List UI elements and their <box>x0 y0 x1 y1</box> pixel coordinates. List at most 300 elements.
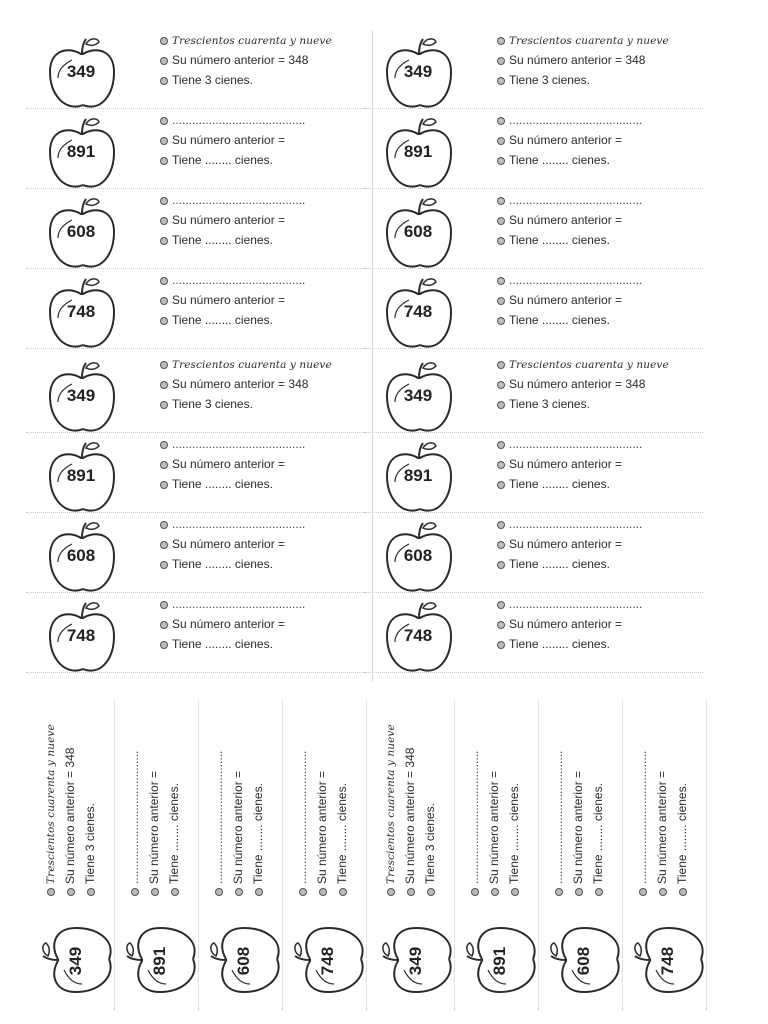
hundreds-count <box>248 690 268 896</box>
apple-icon <box>124 912 200 996</box>
ruled-line <box>363 592 703 593</box>
bullet-icon <box>497 297 505 305</box>
line-text: ........................................ <box>211 750 225 884</box>
previous-number <box>484 690 504 896</box>
apple-icon <box>383 276 467 352</box>
previous-number <box>568 690 588 896</box>
number-in-words <box>497 30 703 50</box>
previous-number <box>160 374 366 394</box>
previous-number <box>497 290 703 310</box>
exercise-lines <box>464 690 524 896</box>
bullet-icon <box>497 277 505 285</box>
apple-icon <box>464 912 540 996</box>
previous-number <box>160 130 366 150</box>
line-text: Trescientos cuarenta y nueve <box>172 35 332 47</box>
line-text: Su número anterior = <box>509 133 623 147</box>
line-text: Su número anterior = 348 <box>63 747 77 884</box>
line-text: Su número anterior = <box>509 213 623 227</box>
apple-number: 891 <box>403 466 433 485</box>
number-in-words <box>497 110 703 130</box>
previous-number <box>312 690 332 896</box>
line-text: Su número anterior = 348 <box>403 747 417 884</box>
previous-number <box>652 690 672 896</box>
line-text: Tiene ........ cienes. <box>591 783 605 884</box>
line-text: Tiene ........ cienes. <box>509 153 610 167</box>
exercise-lines <box>160 354 366 414</box>
line-text: ........................................ <box>635 750 649 884</box>
bullet-icon <box>555 888 563 896</box>
exercise-block <box>373 190 703 270</box>
ruled-line <box>282 700 283 1010</box>
exercise-block <box>628 700 708 1000</box>
ruled-line <box>363 512 703 513</box>
exercise-block <box>36 434 366 514</box>
bullet-icon <box>427 888 435 896</box>
apple-number: 748 <box>66 302 96 321</box>
previous-number <box>497 534 703 554</box>
number-in-words <box>497 594 703 614</box>
exercise-lines <box>380 690 440 896</box>
exercise-block <box>120 700 200 1000</box>
bullet-icon <box>497 481 505 489</box>
bullet-icon <box>160 381 168 389</box>
apple-icon <box>383 360 467 436</box>
line-text: ........................................ <box>509 113 643 127</box>
number-in-words <box>548 690 568 896</box>
apple-icon <box>292 912 368 996</box>
apple-icon <box>548 912 624 996</box>
line-text: Tiene ........ cienes. <box>172 313 273 327</box>
line-text: Trescientos cuarenta y nueve <box>172 359 332 371</box>
apple-icon <box>383 36 467 112</box>
previous-number <box>160 614 366 634</box>
ruled-line <box>454 700 455 1010</box>
bullet-icon <box>160 621 168 629</box>
line-text: Su número anterior = <box>172 457 286 471</box>
number-in-words <box>497 434 703 454</box>
apple-icon <box>383 116 467 192</box>
line-text: Su número anterior = <box>487 770 501 884</box>
bullet-icon <box>160 197 168 205</box>
number-in-words <box>497 190 703 210</box>
bullet-icon <box>497 157 505 165</box>
line-text: Su número anterior = <box>509 457 623 471</box>
line-text: Tiene 3 cienes. <box>509 73 590 87</box>
number-in-words <box>160 514 366 534</box>
hundreds-count <box>160 310 366 330</box>
bullet-icon <box>160 297 168 305</box>
bullet-icon <box>497 361 505 369</box>
bullet-icon <box>511 888 519 896</box>
bullet-icon <box>497 197 505 205</box>
previous-number <box>497 454 703 474</box>
line-text: Tiene ........ cienes. <box>172 477 273 491</box>
bullet-icon <box>160 601 168 609</box>
number-in-words <box>497 270 703 290</box>
line-text: Su número anterior = <box>509 537 623 551</box>
line-text: Tiene 3 cienes. <box>172 397 253 411</box>
apple-icon <box>383 600 467 676</box>
exercise-block <box>36 354 366 434</box>
bullet-icon <box>497 441 505 449</box>
previous-number <box>400 690 420 896</box>
worksheet-grid <box>36 30 716 682</box>
bullet-icon <box>497 117 505 125</box>
exercise-block <box>544 700 624 1000</box>
line-text: Tiene ........ cienes. <box>507 783 521 884</box>
line-text: Su número anterior = <box>571 770 585 884</box>
line-text: ........................................ <box>509 437 643 451</box>
previous-number <box>497 130 703 150</box>
apple-number: 891 <box>150 946 169 976</box>
line-text: Su número anterior = <box>509 617 623 631</box>
previous-number <box>160 210 366 230</box>
apple-icon <box>46 36 130 112</box>
bullet-icon <box>160 217 168 225</box>
bullet-icon <box>215 888 223 896</box>
line-text: Su número anterior = 348 <box>509 377 646 391</box>
exercise-block <box>373 30 703 110</box>
line-text: Tiene ........ cienes. <box>509 557 610 571</box>
bullet-icon <box>387 888 395 896</box>
number-in-words <box>497 514 703 534</box>
line-text: Trescientos cuarenta y nueve <box>509 359 669 371</box>
bullet-icon <box>160 277 168 285</box>
bullet-icon <box>160 157 168 165</box>
hundreds-count <box>420 690 440 896</box>
bullet-icon <box>595 888 603 896</box>
ruled-line <box>26 672 366 673</box>
line-text: Tiene ........ cienes. <box>509 233 610 247</box>
bullet-icon <box>497 217 505 225</box>
bullet-icon <box>471 888 479 896</box>
ruled-line <box>706 700 707 1010</box>
line-text: ........................................ <box>509 597 643 611</box>
number-in-words <box>160 30 366 50</box>
number-in-words <box>160 434 366 454</box>
exercise-block <box>460 700 540 1000</box>
line-text: Tiene 3 cienes. <box>509 397 590 411</box>
line-text: ........................................ <box>509 193 643 207</box>
apple-number: 608 <box>403 222 433 241</box>
hundreds-count <box>160 634 366 654</box>
bullet-icon <box>575 888 583 896</box>
bullet-icon <box>160 77 168 85</box>
hundreds-count <box>497 474 703 494</box>
bullet-icon <box>319 888 327 896</box>
hundreds-count <box>160 150 366 170</box>
exercise-block <box>36 514 366 594</box>
exercise-lines <box>160 30 366 90</box>
bullet-icon <box>497 521 505 529</box>
number-in-words <box>632 690 652 896</box>
line-text: ........................................ <box>172 437 306 451</box>
bullet-icon <box>497 237 505 245</box>
apple-icon <box>46 520 130 596</box>
line-text: ........................................ <box>551 750 565 884</box>
hundreds-count <box>80 690 100 896</box>
apple-icon <box>46 360 130 436</box>
ruled-line <box>363 188 703 189</box>
number-in-words <box>40 690 60 896</box>
bullet-icon <box>639 888 647 896</box>
apple-number: 349 <box>66 946 85 976</box>
line-text: ........................................ <box>467 750 481 884</box>
line-text: Trescientos cuarenta y nueve <box>385 724 397 884</box>
exercise-block <box>36 110 366 190</box>
exercise-lines <box>40 690 100 896</box>
apple-number: 608 <box>403 546 433 565</box>
exercise-lines <box>497 110 703 170</box>
ruled-line <box>366 700 367 1010</box>
hundreds-count <box>672 690 692 896</box>
bullet-icon <box>131 888 139 896</box>
line-text: Su número anterior = <box>655 770 669 884</box>
exercise-block <box>373 354 703 434</box>
hundreds-count <box>164 690 184 896</box>
bullet-icon <box>160 37 168 45</box>
number-in-words <box>497 354 703 374</box>
bullet-icon <box>497 561 505 569</box>
number-in-words <box>160 110 366 130</box>
ruled-line <box>26 188 366 189</box>
hundreds-count <box>160 474 366 494</box>
bullet-icon <box>160 641 168 649</box>
bullet-icon <box>160 401 168 409</box>
apple-number: 748 <box>66 626 96 645</box>
number-in-words <box>160 594 366 614</box>
line-text: Tiene 3 cienes. <box>172 73 253 87</box>
exercise-lines <box>208 690 268 896</box>
previous-number <box>60 690 80 896</box>
apple-number: 891 <box>66 466 96 485</box>
hundreds-count <box>588 690 608 896</box>
line-text: ........................................ <box>509 273 643 287</box>
exercise-lines <box>497 270 703 330</box>
exercise-block <box>204 700 284 1000</box>
line-text: Tiene ........ cienes. <box>509 313 610 327</box>
bullet-icon <box>171 888 179 896</box>
hundreds-count <box>160 394 366 414</box>
apple-number: 891 <box>490 946 509 976</box>
exercise-lines <box>497 514 703 574</box>
line-text: Su número anterior = 348 <box>509 53 646 67</box>
bullet-icon <box>255 888 263 896</box>
exercise-block <box>36 700 116 1000</box>
line-text: Tiene ........ cienes. <box>172 637 273 651</box>
exercise-lines <box>160 270 366 330</box>
exercise-block <box>373 110 703 190</box>
bullet-icon <box>160 117 168 125</box>
apple-icon <box>632 912 708 996</box>
bullet-icon <box>659 888 667 896</box>
apple-icon <box>40 912 116 996</box>
line-text: Su número anterior = <box>172 133 286 147</box>
bullet-icon <box>497 541 505 549</box>
number-in-words <box>160 354 366 374</box>
bullet-icon <box>160 137 168 145</box>
bullet-icon <box>160 57 168 65</box>
number-in-words <box>292 690 312 896</box>
ruled-line <box>363 348 703 349</box>
apple-icon <box>208 912 284 996</box>
exercise-lines <box>632 690 692 896</box>
bullet-icon <box>497 77 505 85</box>
bullet-icon <box>491 888 499 896</box>
bullet-icon <box>160 521 168 529</box>
exercise-block <box>36 190 366 270</box>
exercise-block <box>373 594 703 674</box>
apple-icon <box>46 276 130 352</box>
hundreds-count <box>497 150 703 170</box>
ruled-line <box>26 512 366 513</box>
ruled-line <box>26 348 366 349</box>
apple-icon <box>46 600 130 676</box>
line-text: ........................................ <box>127 750 141 884</box>
apple-number: 349 <box>406 946 425 976</box>
apple-number: 748 <box>658 946 677 976</box>
apple-icon <box>383 196 467 272</box>
bullet-icon <box>299 888 307 896</box>
bullet-icon <box>160 461 168 469</box>
bullet-icon <box>160 441 168 449</box>
bullet-icon <box>497 37 505 45</box>
apple-number: 891 <box>66 142 96 161</box>
bullet-icon <box>160 561 168 569</box>
exercise-block <box>36 594 366 674</box>
line-text: Tiene ........ cienes. <box>172 557 273 571</box>
apple-icon <box>380 912 456 996</box>
hundreds-count <box>160 230 366 250</box>
number-in-words <box>160 190 366 210</box>
hundreds-count <box>497 554 703 574</box>
bullet-icon <box>160 481 168 489</box>
exercise-block <box>36 270 366 350</box>
ruled-line <box>538 700 539 1010</box>
apple-number: 748 <box>318 946 337 976</box>
exercise-block <box>373 434 703 514</box>
exercise-lines <box>548 690 608 896</box>
ruled-line <box>26 432 366 433</box>
line-text: Su número anterior = <box>509 293 623 307</box>
previous-number <box>228 690 248 896</box>
exercise-lines <box>497 434 703 494</box>
previous-number <box>160 290 366 310</box>
hundreds-count <box>497 310 703 330</box>
ruled-line <box>114 700 115 1010</box>
number-in-words <box>380 690 400 896</box>
apple-number: 608 <box>66 222 96 241</box>
hundreds-count <box>497 394 703 414</box>
bullet-icon <box>339 888 347 896</box>
line-text: Su número anterior = 348 <box>172 377 309 391</box>
exercise-lines <box>292 690 352 896</box>
bullet-icon <box>497 601 505 609</box>
bullet-icon <box>67 888 75 896</box>
apple-icon <box>46 196 130 272</box>
ruled-line <box>622 700 623 1010</box>
bullet-icon <box>679 888 687 896</box>
line-text: ........................................ <box>295 750 309 884</box>
bullet-icon <box>497 381 505 389</box>
line-text: Su número anterior = <box>172 293 286 307</box>
bullet-icon <box>160 237 168 245</box>
exercise-lines <box>497 30 703 90</box>
exercise-lines <box>124 690 184 896</box>
bullet-icon <box>407 888 415 896</box>
exercise-block <box>373 270 703 350</box>
line-text: Tiene ........ cienes. <box>172 153 273 167</box>
line-text: Trescientos cuarenta y nueve <box>45 724 57 884</box>
line-text: Su número anterior = <box>147 770 161 884</box>
exercise-lines <box>160 190 366 250</box>
apple-number: 748 <box>403 302 433 321</box>
line-text: Su número anterior = <box>231 770 245 884</box>
line-text: Tiene 3 cienes. <box>83 803 97 884</box>
hundreds-count <box>160 70 366 90</box>
line-text: ........................................ <box>172 517 306 531</box>
previous-number <box>144 690 164 896</box>
apple-icon <box>383 440 467 516</box>
line-text: Tiene ........ cienes. <box>509 637 610 651</box>
bullet-icon <box>497 401 505 409</box>
bullet-icon <box>160 361 168 369</box>
line-text: Tiene ........ cienes. <box>172 233 273 247</box>
number-in-words <box>160 270 366 290</box>
exercise-lines <box>160 110 366 170</box>
line-text: Tiene ........ cienes. <box>167 783 181 884</box>
ruled-line <box>363 108 703 109</box>
apple-icon <box>46 116 130 192</box>
apple-number: 608 <box>574 946 593 976</box>
bullet-icon <box>235 888 243 896</box>
line-text: Tiene ........ cienes. <box>509 477 610 491</box>
hundreds-count <box>497 634 703 654</box>
bullet-icon <box>497 317 505 325</box>
bullet-icon <box>87 888 95 896</box>
exercise-lines <box>160 594 366 654</box>
apple-number: 349 <box>403 62 433 81</box>
previous-number <box>497 210 703 230</box>
bullet-icon <box>160 317 168 325</box>
line-text: Trescientos cuarenta y nueve <box>509 35 669 47</box>
hundreds-count <box>160 554 366 574</box>
line-text: ........................................ <box>172 193 306 207</box>
exercise-block <box>36 30 366 110</box>
exercise-block <box>376 700 456 1000</box>
apple-number: 349 <box>66 62 96 81</box>
bullet-icon <box>151 888 159 896</box>
hundreds-count <box>497 230 703 250</box>
exercise-lines <box>160 434 366 494</box>
previous-number <box>160 50 366 70</box>
bullet-icon <box>160 541 168 549</box>
previous-number <box>160 454 366 474</box>
line-text: ........................................ <box>172 273 306 287</box>
bullet-icon <box>497 641 505 649</box>
bullet-icon <box>497 137 505 145</box>
line-text: Tiene ........ cienes. <box>335 783 349 884</box>
previous-number <box>160 534 366 554</box>
previous-number <box>497 374 703 394</box>
previous-number <box>497 50 703 70</box>
hundreds-count <box>497 70 703 90</box>
exercise-lines <box>497 354 703 414</box>
apple-number: 349 <box>403 386 433 405</box>
exercise-block <box>373 514 703 594</box>
bullet-icon <box>497 621 505 629</box>
exercise-lines <box>160 514 366 574</box>
